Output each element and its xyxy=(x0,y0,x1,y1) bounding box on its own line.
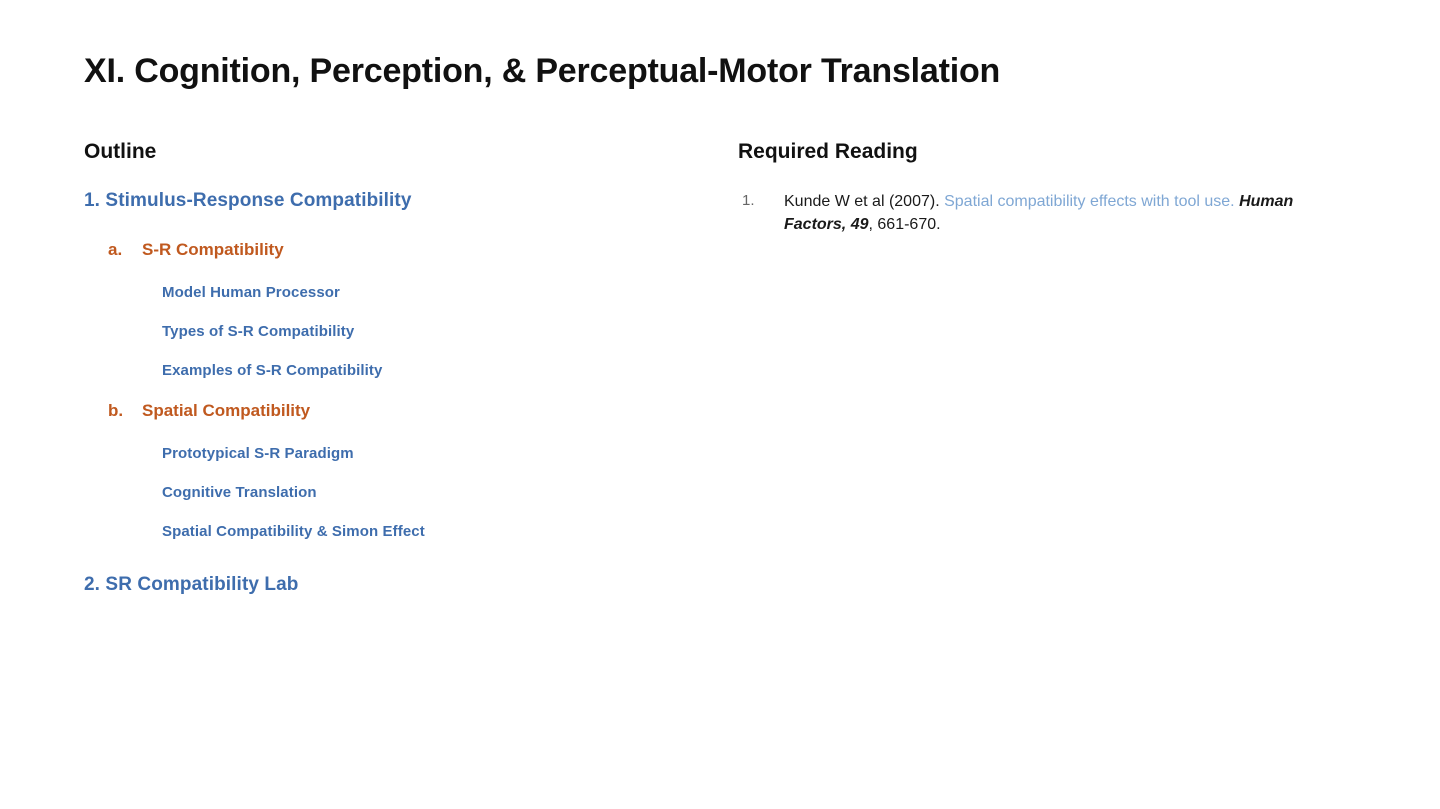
page-title: XI. Cognition, Perception, & Perceptual-Motor Translation xyxy=(84,52,1001,90)
outline-item-level3-spatial-compatibility-simon-effect[interactable]: Spatial Compatibility & Simon Effect xyxy=(162,523,425,540)
reading-pages: , 661-670. xyxy=(868,216,941,234)
outline-heading: Outline xyxy=(84,140,157,163)
outline-column xyxy=(84,140,684,624)
outline-item-level2-b[interactable] xyxy=(84,401,684,421)
outline-marker-a: a. xyxy=(108,240,123,259)
outline-item-level3-prototypical-sr-paradigm[interactable]: Prototypical S-R Paradigm xyxy=(162,445,354,462)
reading-article-title[interactable]: Spatial compatibility effects with tool use. xyxy=(944,193,1235,210)
reading-volume: 49 xyxy=(850,216,869,234)
reading-authors: Kunde W et al (2007). xyxy=(784,193,940,210)
outline-item-level2-a[interactable] xyxy=(84,240,684,260)
outline-label-spatial-compatibility: Spatial Compatibility xyxy=(142,401,311,420)
required-reading-heading: Required Reading xyxy=(738,140,918,163)
reading-item-number: 1. xyxy=(742,192,755,209)
outline-item-level1-2[interactable]: 2. SR Compatibility Lab xyxy=(84,574,299,595)
reading-journal: Human Factors, xyxy=(784,193,1294,234)
outline-item-level3-types-of-sr-compatibility[interactable]: Types of S-R Compatibility xyxy=(162,323,355,340)
outline-item-level3-examples-of-sr-compatibility[interactable]: Examples of S-R Compatibility xyxy=(162,362,383,379)
outline-item-level3-cognitive-translation[interactable]: Cognitive Translation xyxy=(162,484,317,501)
outline-marker-b: b. xyxy=(108,401,124,420)
outline-label-sr-compatibility: S-R Compatibility xyxy=(142,240,284,259)
required-reading-column xyxy=(738,140,1358,246)
outline-item-level3-model-human-processor[interactable]: Model Human Processor xyxy=(162,284,340,301)
outline-item-level1-1[interactable]: 1. Stimulus-Response Compatibility xyxy=(84,190,412,211)
reading-list-item xyxy=(738,190,1358,236)
